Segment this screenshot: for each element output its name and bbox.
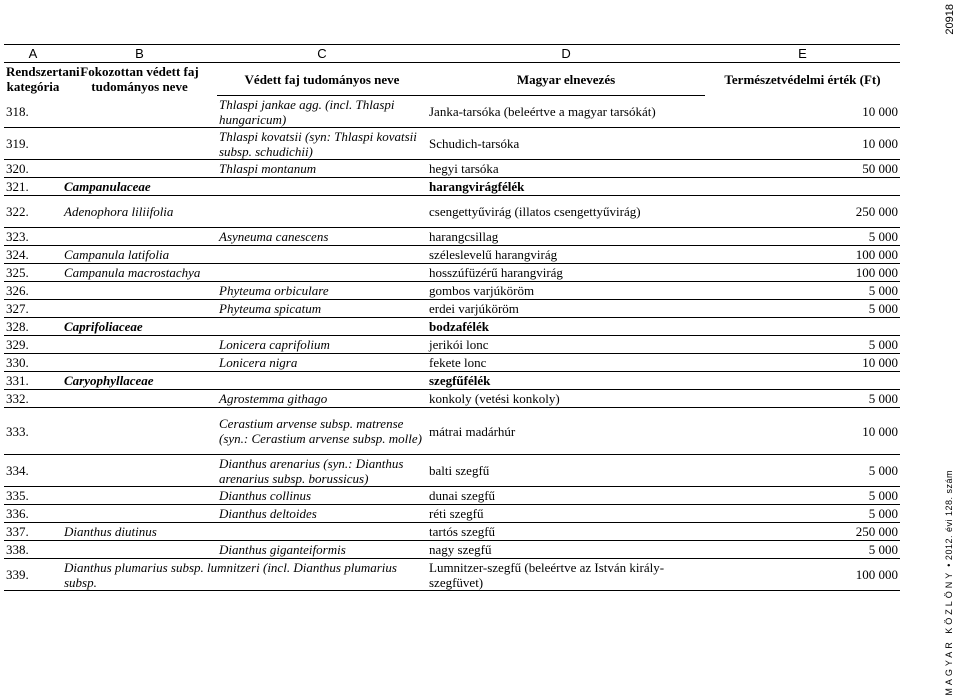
protected-species: Cerastium arvense subsp. matrense (syn.: Cerastium arvense subsp. molle)	[217, 408, 427, 455]
hungarian-name: konkoly (vetési konkoly)	[427, 390, 705, 408]
table-row	[4, 390, 900, 408]
strictly-protected-species: Adenophora liliifolia	[62, 196, 427, 228]
protected-species: Thlaspi jankae agg. (incl. Thlaspi hungaricum)	[217, 96, 427, 128]
strictly-protected-species: Campanula macrostachya	[62, 264, 427, 282]
column-letter-e: E	[705, 45, 900, 63]
value: 250 000	[705, 196, 900, 228]
value: 5 000	[705, 487, 900, 505]
family-hungarian: harangvirágfélék	[427, 178, 705, 196]
value: 100 000	[705, 264, 900, 282]
table-row	[4, 354, 900, 372]
header-category: Rendszertani kategória	[6, 64, 80, 95]
table-row	[4, 336, 900, 354]
row-number: 339.	[4, 559, 62, 591]
value: 100 000	[705, 246, 900, 264]
row-number: 329.	[4, 336, 62, 354]
row-number: 324.	[4, 246, 62, 264]
hungarian-name: fekete lonc	[427, 354, 705, 372]
header-strictly-protected: Fokozottan védett faj tudományos neve	[80, 64, 199, 95]
column-letter-b: B	[62, 45, 217, 63]
table-row	[4, 300, 900, 318]
row-number: 323.	[4, 228, 62, 246]
protected-species-table	[4, 44, 900, 591]
hungarian-name: balti szegfű	[427, 455, 705, 487]
value: 5 000	[705, 282, 900, 300]
protected-species: Thlaspi montanum	[217, 160, 427, 178]
table-row	[4, 264, 900, 282]
table-row	[4, 128, 900, 160]
header-row	[4, 63, 900, 96]
hungarian-name: erdei varjúköröm	[427, 300, 705, 318]
row-number: 337.	[4, 523, 62, 541]
table-row	[4, 282, 900, 300]
protected-species: Dianthus giganteiformis	[217, 541, 427, 559]
family-hungarian: bodzafélék	[427, 318, 705, 336]
column-letter-c: C	[217, 45, 427, 63]
hungarian-name: mátrai madárhúr	[427, 408, 705, 455]
row-number: 318.	[4, 96, 62, 128]
value: 50 000	[705, 160, 900, 178]
table-row	[4, 196, 900, 228]
page-number: 20918	[944, 4, 956, 35]
hungarian-name: gombos varjúköröm	[427, 282, 705, 300]
strictly-protected-species: Dianthus diutinus	[62, 523, 427, 541]
protected-species: Dianthus collinus	[217, 487, 427, 505]
row-number: 320.	[4, 160, 62, 178]
protected-species: Phyteuma orbiculare	[217, 282, 427, 300]
value: 250 000	[705, 523, 900, 541]
protected-species: Dianthus deltoides	[217, 505, 427, 523]
journal-issue: 2012. évi 128. szám	[944, 470, 954, 561]
value: 5 000	[705, 541, 900, 559]
hungarian-name: tartós szegfű	[427, 523, 705, 541]
row-number: 321.	[4, 178, 62, 196]
hungarian-name: Janka-tarsóka (beleértve a magyar tarsókát)	[427, 96, 705, 128]
hungarian-name: csengettyűvirág (illatos csengettyűvirág)	[427, 196, 705, 228]
protected-species: Lonicera nigra	[217, 354, 427, 372]
journal-caption: MAGYAR KÖZLÖNY • 2012. évi 128. szám	[944, 470, 954, 696]
hungarian-name: Schudich-tarsóka	[427, 128, 705, 160]
table-row	[4, 455, 900, 487]
row-number: 338.	[4, 541, 62, 559]
family-hungarian: szegfűfélék	[427, 372, 705, 390]
hungarian-name: nagy szegfű	[427, 541, 705, 559]
column-letter-a: A	[4, 45, 62, 63]
header-value: Természetvédelmi érték (Ft)	[724, 71, 881, 87]
protected-species: Dianthus arenarius (syn.: Dianthus arenarius subsp. borussicus)	[217, 455, 427, 487]
value: 5 000	[705, 455, 900, 487]
family-name: Campanulaceae	[62, 178, 427, 196]
row-number: 328.	[4, 318, 62, 336]
row-number: 335.	[4, 487, 62, 505]
hungarian-name: hosszúfüzérű harangvirág	[427, 264, 705, 282]
row-number: 336.	[4, 505, 62, 523]
value: 10 000	[705, 354, 900, 372]
value: 10 000	[705, 128, 900, 160]
hungarian-name: hegyi tarsóka	[427, 160, 705, 178]
value: 10 000	[705, 96, 900, 128]
table-row	[4, 96, 900, 128]
table-row	[4, 228, 900, 246]
table-row	[4, 246, 900, 264]
value: 5 000	[705, 336, 900, 354]
hungarian-name: réti szegfű	[427, 505, 705, 523]
value: 5 000	[705, 228, 900, 246]
column-letter-row	[4, 45, 900, 63]
row-number: 331.	[4, 372, 62, 390]
protected-species: Phyteuma spicatum	[217, 300, 427, 318]
family-name: Caryophyllaceae	[62, 372, 427, 390]
family-row	[4, 372, 900, 390]
table-row	[4, 505, 900, 523]
protected-species: Agrostemma githago	[217, 390, 427, 408]
hungarian-name: harangcsillag	[427, 228, 705, 246]
protected-species: Thlaspi kovatsii (syn: Thlaspi kovatsii subsp. schudichii)	[217, 128, 427, 160]
protected-species: Lonicera caprifolium	[217, 336, 427, 354]
row-number: 327.	[4, 300, 62, 318]
table-row	[4, 487, 900, 505]
protected-species: Asyneuma canescens	[217, 228, 427, 246]
header-hungarian-name: Magyar elnevezés	[427, 63, 705, 96]
row-number: 332.	[4, 390, 62, 408]
hungarian-name: dunai szegfű	[427, 487, 705, 505]
hungarian-name: széleslevelű harangvirág	[427, 246, 705, 264]
row-number: 333.	[4, 408, 62, 455]
table-row	[4, 541, 900, 559]
row-number: 334.	[4, 455, 62, 487]
hungarian-name: jerikói lonc	[427, 336, 705, 354]
family-row	[4, 178, 900, 196]
column-letter-d: D	[427, 45, 705, 63]
family-name: Caprifoliaceae	[62, 318, 427, 336]
value: 5 000	[705, 390, 900, 408]
table-row	[4, 160, 900, 178]
header-protected: Védett faj tudományos neve	[217, 63, 427, 96]
table-row	[4, 559, 900, 591]
table-row	[4, 523, 900, 541]
value: 5 000	[705, 300, 900, 318]
strictly-protected-species: Campanula latifolia	[62, 246, 427, 264]
row-number: 319.	[4, 128, 62, 160]
family-row	[4, 318, 900, 336]
row-number: 330.	[4, 354, 62, 372]
strictly-protected-species: Dianthus plumarius subsp. lumnitzeri (incl. Dianthus plumarius subsp.	[62, 559, 427, 591]
table-row	[4, 408, 900, 455]
row-number: 326.	[4, 282, 62, 300]
value: 10 000	[705, 408, 900, 455]
hungarian-name: Lumnitzer-szegfű (beleértve az István király-szegfüvet)	[427, 559, 705, 591]
value: 100 000	[705, 559, 900, 591]
row-number: 325.	[4, 264, 62, 282]
row-number: 322.	[4, 196, 62, 228]
value: 5 000	[705, 505, 900, 523]
journal-title: MAGYAR KÖZLÖNY	[944, 569, 954, 696]
